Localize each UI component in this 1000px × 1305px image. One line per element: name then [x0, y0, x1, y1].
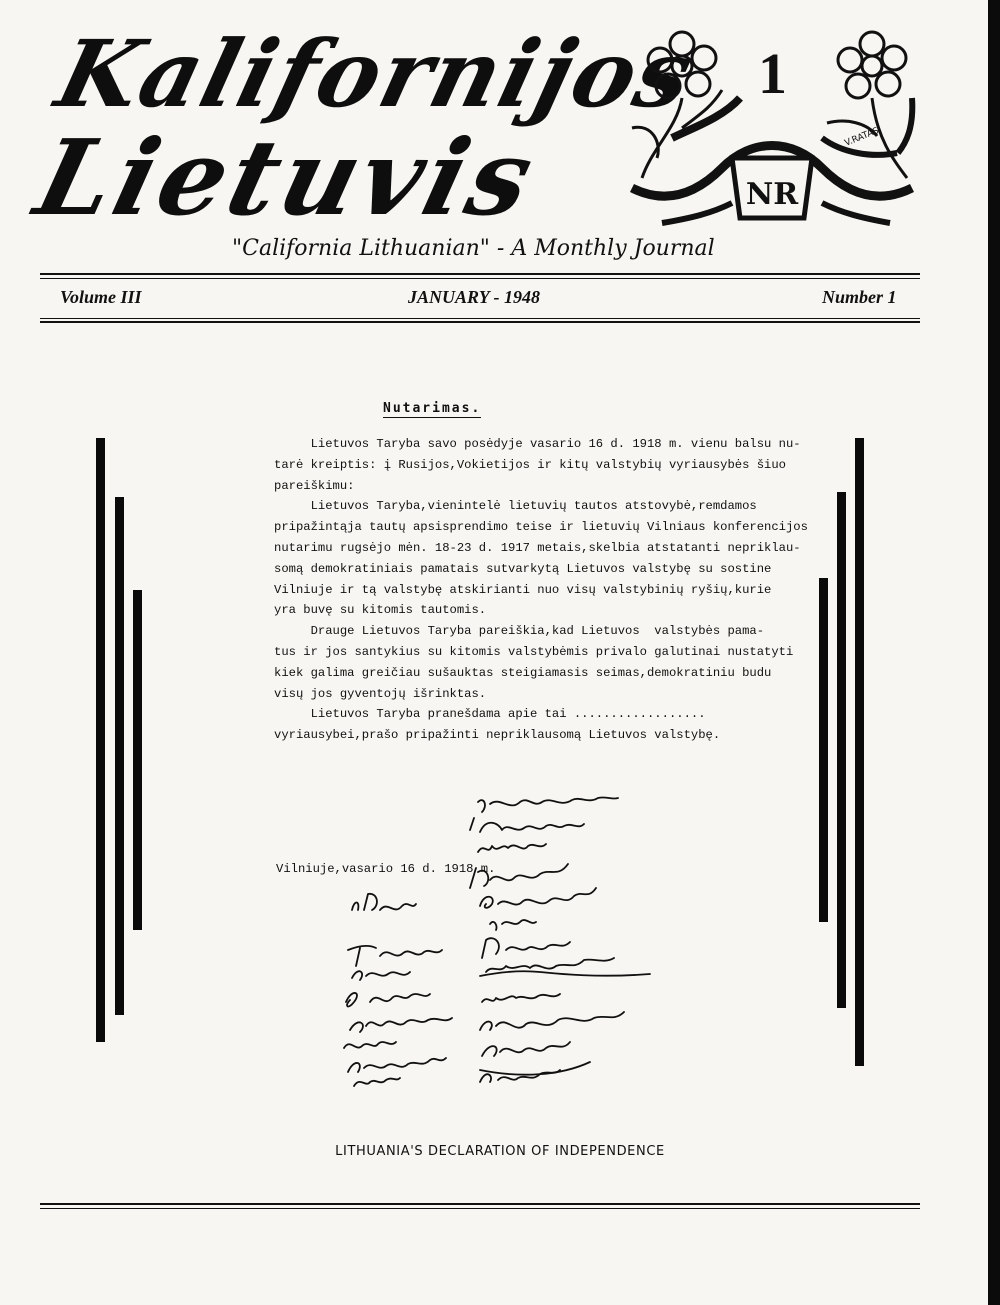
- masthead-title-line1: Kalifornijos: [46, 20, 705, 128]
- issue-number: Number 1: [822, 287, 897, 307]
- header-top-rule-thin: [40, 278, 920, 279]
- figure-caption: LITHUANIA'S DECLARATION OF INDEPENDENCE: [335, 1144, 665, 1159]
- header-bottom-rule: [40, 321, 920, 323]
- emblem-initials: NR: [745, 177, 799, 212]
- right-flower-icon: [838, 32, 906, 98]
- issue-date: JANUARY - 1948: [408, 287, 541, 307]
- masthead-title-line2: Lietuvis: [24, 116, 549, 239]
- issue-mark: 1: [758, 41, 787, 106]
- signatures-block: [330, 790, 690, 1090]
- header-bottom-rule-thin: [40, 318, 920, 319]
- footer-rule: [40, 1203, 920, 1205]
- document-heading: Nutarimas.: [383, 401, 482, 416]
- flower-emblem-logo: [622, 28, 922, 238]
- decorative-bar-left-2: [115, 497, 124, 1015]
- emblem-signature: V.RATAS: [843, 126, 881, 149]
- decorative-bar-right-1: [855, 438, 864, 1066]
- left-flower-icon: [648, 32, 716, 98]
- masthead-subtitle: "California Lithuanian" - A Monthly Journal: [232, 236, 715, 261]
- decorative-bar-right-3: [819, 578, 828, 922]
- decorative-bar-right-2: [837, 492, 846, 1008]
- decorative-bar-left-3: [133, 590, 142, 930]
- document-body: Lietuvos Taryba savo posėdyje vasario 16 d. 1918 m. vienu balsu nu- tarė kreiptis: į Rusijos,Vokietijos ir kitų valstybių vyriausybės šiuo pareiškimu: Lietuvos Taryba,vienintelė lietuvių tautos atstovybė,remdamos pripažintąja tautų apsisprendimo teise ir lietuvių Vilniaus konferencijos nutarimu rugsėjo mėn. 18-23 d. 1917 metais,skelbia atstatanti nepriklau- somą demokratiniais pamatais sutvarkytą Lietuvos valstybę su sostine Vilniuje ir tą valstybę atskirianti nuo visų valstybinių ryšių,kurie yra buvę su kitomis tautomis. Drauge Lietuvos Taryba pareiškia,kad Lietuvos valstybės pama- tus ir jos santykius su kitomis valstybėmis privalo galutinai nustatyti kiek galima greičiau sušauktas steigiamasis seimas,demokratiniu budu visų jos gyventojų išrinktas. Lietuvos Taryba pranešdama apie tai .................. vyriausybei,prašo pripažinti nepriklausomą Lietuvos valstybę.: [274, 437, 808, 743]
- header-top-rule: [40, 273, 920, 275]
- decorative-bar-left-1: [96, 438, 105, 1042]
- page-edge-shadow: [988, 0, 1000, 1305]
- document-place-date: Vilniuje,vasario 16 d. 1918 m.: [276, 862, 496, 876]
- masthead-title: [24, 20, 705, 239]
- footer-rule-thin: [40, 1208, 920, 1209]
- issue-volume: Volume III: [60, 287, 142, 307]
